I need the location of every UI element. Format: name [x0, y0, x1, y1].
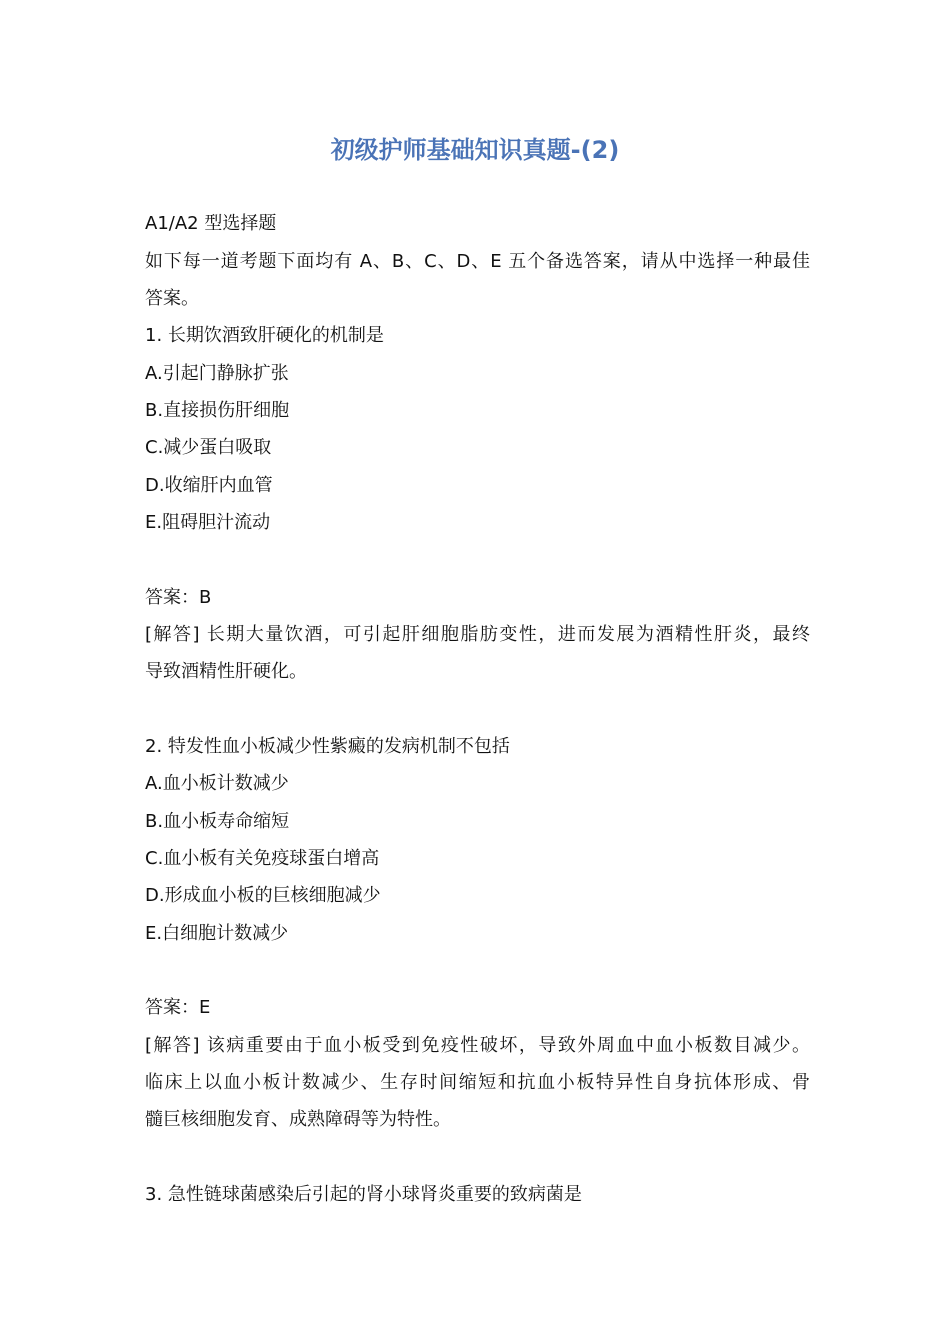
question-2-answer: 答案：E — [145, 997, 211, 1018]
section-type: A1/A2 型选择题 — [145, 213, 277, 234]
document-title: 初级护师基础知识真题-(2) — [330, 136, 620, 164]
question-1-option-c: C.减少蛋白吸取 — [145, 437, 272, 458]
question-2-option-a: A.血小板计数减少 — [145, 773, 289, 794]
question-3-stem: 3. 急性链球菌感染后引起的肾小球肾炎重要的致病菌是 — [145, 1184, 582, 1205]
question-1-option-d: D.收缩肝内血管 — [145, 475, 273, 496]
question-2-explanation-line-2: 临床上以血小板计数减少、生存时间缩短和抗血小板特异性自身抗体形成、骨 — [145, 1072, 810, 1093]
question-2-stem: 2. 特发性血小板减少性紫癜的发病机制不包括 — [145, 736, 510, 757]
question-1-explanation-line-1: [解答] 长期大量饮酒，可引起肝细胞脂肪变性，进而发展为酒精性肝炎，最终 — [145, 624, 810, 645]
instructions-line-1: 如下每一道考题下面均有 A、B、C、D、E 五个备选答案，请从中选择一种最佳 — [145, 251, 810, 272]
question-1-answer: 答案：B — [145, 587, 212, 608]
question-1-option-a: A.引起门静脉扩张 — [145, 363, 289, 384]
question-2-option-c: C.血小板有关免疫球蛋白增高 — [145, 848, 380, 869]
question-2-explanation-line-3: 髓巨核细胞发育、成熟障碍等为特性。 — [145, 1109, 451, 1130]
question-2-option-b: B.血小板寿命缩短 — [145, 811, 290, 832]
question-1-explanation-line-2: 导致酒精性肝硬化。 — [145, 661, 307, 682]
question-2-option-e: E.白细胞计数减少 — [145, 923, 289, 944]
question-1-option-e: E.阻碍胆汁流动 — [145, 512, 271, 533]
question-1-option-b: B.直接损伤肝细胞 — [145, 400, 290, 421]
question-1-stem: 1. 长期饮酒致肝硬化的机制是 — [145, 325, 384, 346]
instructions-line-2: 答案。 — [145, 288, 199, 309]
question-2-option-d: D.形成血小板的巨核细胞减少 — [145, 885, 381, 906]
question-2-explanation-line-1: [解答] 该病重要由于血小板受到免疫性破坏，导致外周血中血小板数目减少。 — [145, 1035, 810, 1056]
